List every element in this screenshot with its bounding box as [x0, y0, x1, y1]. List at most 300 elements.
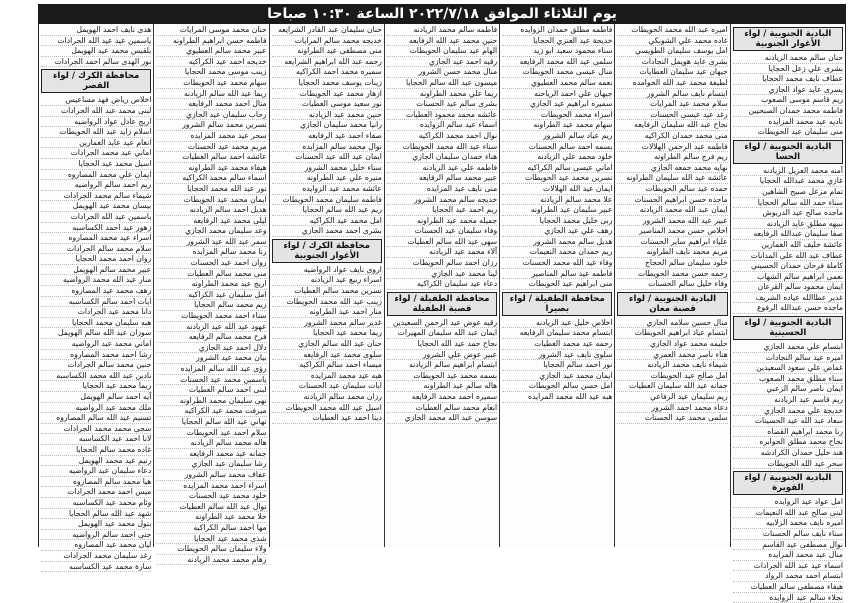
name-entry: دعاء محمد احمد الشرور: [617, 403, 727, 414]
name-entry: زينب موسى محمد الحجايا: [156, 67, 266, 78]
name-entry: شذى محمد عيد الحجايا: [156, 534, 266, 545]
name-entry: ريم احمد عيد الحجايا: [387, 205, 497, 216]
name-entry: آيه احمد سالم الهويمل: [41, 392, 151, 403]
name-entry: هيفاء مصطفى سالم العطيات: [733, 582, 843, 593]
name-entry: زينات يوسف محمد الحجايا: [272, 78, 382, 89]
name-entry: سناء مطلق محمد الصعوب: [733, 374, 843, 385]
name-entry: نور سعيد موسى العطيات: [272, 99, 382, 110]
name-entry: رشا احمد محمد المصاروه: [41, 350, 151, 361]
name-entry: بشرى علي زعل الحجايا: [733, 64, 843, 75]
name-entry: امل عواد عيد الزوايده: [733, 497, 843, 508]
name-entry: نعمى ابراهيم سالم الشهاب: [733, 272, 843, 283]
name-entry: خديجه محمد سالم المرايات: [272, 36, 382, 47]
name-entry: نهى سليمان محمد الطراونه: [156, 396, 266, 407]
name-entry: حليمه محمد عواد الجازي: [617, 339, 727, 350]
name-entry: اسراء محمد الحويطات: [502, 110, 612, 121]
name-entry: منال حسين سلامه الجازي: [617, 318, 727, 329]
name-entry: اميره عيد سالم النجادات: [733, 353, 843, 364]
section-heading: البادية الجنوبية / لواء القويرة: [733, 471, 843, 495]
name-entry: نسرين محمد عيد الحويطات: [502, 173, 612, 184]
name-entry: نعمه سالم محمد العطيوي: [502, 78, 612, 89]
name-entry: اسماء عيد سالم الزوايده: [387, 120, 497, 131]
name-entry: عطاف نايف محمد الحجايا: [733, 74, 843, 85]
name-entry: ريم عيد الله سالم الحجايا: [272, 205, 382, 216]
name-entry: وئام محمد عيد الكساسبه: [41, 498, 151, 509]
name-entry: خديجه سالم محمد الشرور: [387, 195, 497, 206]
name-entry: عائشه محمد عيد الزوايده: [272, 184, 382, 195]
column-1: [730, 24, 845, 602]
name-entry: هبه عيد محمد المزايده: [272, 371, 382, 382]
name-entry: ايمان عيد الله الهلالات: [502, 184, 612, 195]
name-entry: ولاء سليمان سالم الحويطات: [156, 544, 266, 555]
name-entry: رنا محمد ابراهيم القضاه: [733, 427, 843, 438]
name-entry: هبه عيد الله محمد المزايده: [502, 392, 612, 403]
name-entry: ريم محمد سالم الحجايا: [156, 300, 266, 311]
name-entry: اخلاص خليل عيد الزيادنه: [502, 318, 612, 329]
name-entry: انغام عيد عايد العمارين: [41, 138, 151, 149]
name-entry: امل سليمان عيد الكراكيه: [156, 290, 266, 301]
name-entry: ابتسام احمد محمد الرواد: [733, 571, 843, 582]
name-entry: نجلاء سالم عيد الزوايده: [733, 593, 843, 603]
name-entry: اسيل عيد الله محمد الحويطات: [272, 403, 382, 414]
name-entry: منى ابراهيم عيد الحويطات: [502, 279, 612, 290]
name-entry: سلوى محمد عيد الرفايعه: [272, 350, 382, 361]
name-entry: بشرى سالم عيد الحسنات: [387, 99, 497, 110]
name-entry: سلام احمد عيد الحويطات: [156, 428, 266, 439]
name-entry: رزان احمد سالم الحويطات: [387, 258, 497, 269]
name-entry: اسماء سالم محمد الكراكيه: [156, 173, 266, 184]
name-entry: حنين محمد عيد الله الرفايعه: [387, 36, 497, 47]
name-entry: سحر عيد الله الحويطات: [733, 459, 843, 470]
name-entry: ريم حمدان محمد النعيمات: [502, 247, 612, 258]
name-entry: عائشه احمد سالم العطيات: [156, 152, 266, 163]
name-entry: نجاح حمد عيد الله الحجايا: [387, 339, 497, 350]
name-entry: جيهان علي احمد الرياحنه: [502, 89, 612, 100]
column-7: [39, 24, 153, 571]
name-entry: دلال احمد عيد الجازي: [156, 343, 266, 354]
name-entry: وفاء عيد الله محمد الحسنات: [502, 258, 612, 269]
name-entry: ربى خليل محمد الحجايا: [502, 216, 612, 227]
name-entry: رنيم عيد محمد الهويمل: [41, 456, 151, 467]
name-entry: خلود محمد عيد الحسنات: [156, 491, 266, 502]
name-entry: اروى نايف عواد الرواضيه: [272, 265, 382, 276]
name-entry: حنان سالم محمد الزيادنه: [733, 53, 843, 64]
name-entry: شيماء نايف محمد الزيادنه: [617, 360, 727, 371]
name-entry: رحاب سليمان عيد الجازي: [156, 110, 266, 121]
name-entry: نوال مصطفى عيد القاسم: [733, 540, 843, 551]
name-entry: ماجده حسن ابراهيم الحسنات: [617, 195, 727, 206]
name-entry: ماجده حسن عبدالله الرفوع: [733, 303, 843, 314]
name-entry: خديجة علي محمد الجازي: [733, 406, 843, 417]
name-entry: خديجة عيد العنزي الحجايا: [502, 36, 612, 47]
name-entry: هند خليل حمدان الكرادشه: [733, 448, 843, 459]
name-entry: هيفاء محمد عيد الطراونه: [156, 163, 266, 174]
name-entry: ريم احمد سالم الرواضيه: [41, 180, 151, 191]
name-entry: لانا احمد عيد الكساسبه: [41, 434, 151, 445]
name-entry: عطاف عبد الله على المدانات: [733, 251, 843, 262]
name-entry: دعاء سليمان عيد الرواضيه: [41, 466, 151, 477]
name-entry: نوال محمد سالم المزايده: [272, 142, 382, 153]
name-entry: هبه سليمان محمد الحجايا: [41, 318, 151, 329]
column-4: [384, 24, 499, 547]
column-2: [614, 24, 729, 547]
name-entry: سحر عيد محمد المزايده: [156, 131, 266, 142]
name-entry: عبير سليمان عيد الطراونه: [502, 205, 612, 216]
name-entry: رهف علي عيد الجازي: [502, 226, 612, 237]
name-entry: جمانه عيد محمد الرفايعه: [156, 449, 266, 460]
name-entry: آلاء محمد عيد الزيادنه: [387, 247, 497, 258]
name-entry: اسراء احمد محمد المزايده: [156, 481, 266, 492]
name-entry: خديجه احمد عيد الكراكيه: [156, 57, 266, 68]
name-entry: ابتسام عياد ابراهيم الحويطات: [617, 328, 727, 339]
name-entry: حنان عيد الله سالم الجازي: [272, 339, 382, 350]
name-entry: رقيه عوض عيد الرحمن السعيدين: [387, 318, 497, 329]
name-entry: حمده عيد سالم الحويطات: [617, 184, 727, 195]
name-entry: رشا سليمان عيد الجازي: [156, 459, 266, 470]
name-entry: الهام عيد سليمان الحويطات: [387, 46, 497, 57]
name-entry: بيسان محمد عيد الهويمل: [41, 201, 151, 212]
name-entry: عفاف محمد سالم الشرور: [156, 470, 266, 481]
name-entry: ليان محمد عيد المصاروه: [41, 540, 151, 551]
name-entry: لبنى صالح عبد الله النعيمات: [733, 508, 843, 519]
name-entry: اميره نايف محمد الزلابيه: [733, 518, 843, 529]
name-entry: سعاد عبد الله عيد الحسينات: [733, 416, 843, 427]
name-entry: تسنيم عيد الله سالم المصاروه: [41, 413, 151, 424]
name-entry: حنان محمد موسى المرايات: [156, 25, 266, 36]
name-entry: دينا احمد عيد العطيات: [272, 413, 382, 424]
name-entry: نجاح محمد مطلق الجوابره: [733, 437, 843, 448]
name-entry: اسراء عيد محمد المصاروه: [41, 233, 151, 244]
name-entry: جيهان عيد سليمان العطايات: [617, 67, 727, 78]
name-entry: منال عيد محمد المزايده: [733, 550, 843, 561]
name-entry: غدير سالم محمد الشرور: [272, 318, 382, 329]
name-entry: سوزان عيد الله سالم الهويمل: [41, 328, 151, 339]
name-entry: غماض علي سعود السعيدين: [733, 363, 843, 374]
section-heading: محافظة الكرك / لواء الأغوار الجنوبية: [272, 239, 382, 263]
name-entry: ايمان محمد عيد الحويطات: [156, 195, 266, 206]
name-entry: فاطمه علي عيد الزيادنه: [387, 163, 497, 174]
name-entry: دانا محمد عيد الجرادات: [41, 307, 151, 318]
name-entry: رحمه عبد الله ابراهيم الشرايعه: [272, 57, 382, 68]
name-entry: ريم سليمان عيد الرفاعي: [617, 392, 727, 403]
name-entry: امل محمد عيد الكراكيه: [272, 216, 382, 227]
name-entry: منى محمد سالم العطيات: [156, 269, 266, 280]
name-entry: ناديه عيد محمد المزايده: [733, 117, 843, 128]
name-entry: اماني عيد محمد الجرادات: [41, 148, 151, 159]
name-entry: سميره محمد احمد الكراكيه: [272, 67, 382, 78]
name-entry: بتول محمد عيد الهويمل: [41, 519, 151, 530]
name-entry: مها احمد سالم الكراكيه: [156, 523, 266, 534]
name-entry: نهايه محمد جمعه الجازي: [617, 163, 727, 174]
name-entry: اماني محمد عيد الرواضيه: [41, 339, 151, 350]
name-entry: روان احمد عيد الحسنات: [156, 258, 266, 269]
name-entry: نسرين محمد سالم الشرور: [156, 120, 266, 131]
name-entry: بشرى عايد هويمل النجادات: [617, 57, 727, 68]
name-entry: فاطمه محمد حمدان الصبحيين: [733, 106, 843, 117]
name-entry: حنين محمد عيد الزيادنه: [272, 110, 382, 121]
name-entry: سميره ابراهيم عيد الجازي: [502, 99, 612, 110]
name-entry: سناء محمود سعيد ابو زيد: [502, 46, 612, 57]
column-6: [153, 24, 268, 564]
section-heading: محافظة الطفيلة / لواء بصيرا: [502, 292, 612, 316]
name-entry: سناء نايف سالم الحسنات: [733, 529, 843, 540]
name-entry: رنا محمد سالم المزايده: [156, 247, 266, 258]
name-entry: سناء حمد الله سالم الحجايا: [733, 198, 843, 209]
name-entry: عائشه محمد محمود العطيات: [387, 110, 497, 121]
name-entry: اخلاص رياض فهد مساعيس: [41, 95, 151, 106]
name-entry: لبنى احمد سالم العطيات: [156, 385, 266, 396]
name-entry: عبير محمد سالم الهويمل: [41, 265, 151, 276]
name-entry: امل يوسف سليمان الطويسي: [617, 46, 727, 57]
name-entry: سناء خليل محمد الشرور: [272, 163, 382, 174]
name-entry: ريما محمد عيد الحجايا: [272, 328, 382, 339]
name-entry: ريما عيد الله سالم الزيادنه: [156, 89, 266, 100]
name-entry: شهد عيد الله سالم الحجايا: [41, 509, 151, 520]
name-entry: هديل سالم محمد الشرور: [502, 237, 612, 248]
name-entry: سارة محمد عيد الكساسبه: [41, 562, 151, 573]
name-entry: جميله محمد عيد الطراونه: [387, 216, 497, 227]
name-entry: خلود محمد علي الزيادنه: [502, 152, 612, 163]
name-entry: عبير عيد الله محمد الشرور: [617, 216, 727, 227]
name-entry: حنان سليمان عبد القادر الشرايعه: [272, 25, 382, 36]
name-entry: صفاء احمد عيد الرفايعه: [272, 131, 382, 142]
name-entry: بلقيس محمد عيد الهويمل: [41, 46, 151, 57]
name-entry: نبيهه مطلق عايد الزيادنه: [733, 219, 843, 230]
name-entry: اريج عادل عواد الرواضيه: [41, 117, 151, 128]
name-entry: لينا محمد عيد الجازي: [387, 269, 497, 280]
name-entry: لطيفة محمد عبد الله الحوامده: [617, 78, 727, 89]
name-entry: كاملة فرحان حمدان الحسيني: [733, 261, 843, 272]
section-heading: البادية الجنوبية / لواء الحسا: [733, 140, 843, 164]
name-entry: اماني عيسى سالم الكراكيه: [502, 163, 612, 174]
name-entry: صفا سليمان عبدالله الرفايعه: [733, 229, 843, 240]
name-entry: زينب عيد الله محمد الحويطات: [272, 297, 382, 308]
name-entry: عائشه عيد الله سليمان الطراونه: [617, 173, 727, 184]
name-entry: ايات سليمان عيد الحسنات: [272, 381, 382, 392]
name-entry: وفاء سليمان عيد الحسنات: [387, 226, 497, 237]
name-entry: سهام محمد عيد الطراونه: [502, 120, 612, 131]
name-entry: حنين محمد سالم الجرادات: [41, 360, 151, 371]
name-entry: سلام محمد سالم الجرادات: [41, 244, 151, 255]
name-entry: ايمان محمد عيد الجازي: [502, 371, 612, 382]
name-entry: وفاء خليل سالم الحسنات: [617, 279, 727, 290]
name-entry: نوال عيد الله سالم العطيات: [156, 502, 266, 513]
name-entry: بيان محمد عيد الشرور: [156, 353, 266, 364]
name-entry: منى مصطفى عيد الطراونه: [272, 46, 382, 57]
name-entry: امل صالح عيد الحويطات: [617, 371, 727, 382]
name-entry: رغد سليمان محمد الجرادات: [41, 551, 151, 562]
name-entry: سجى محمد محمد الجرادات: [41, 424, 151, 435]
name-entry: نسرين محمد سالم العطيات: [272, 286, 382, 297]
date-time-banner: يوم الثلاثاء الموافق ٢٠٢٢/٧/١٨ الساعة ١٠:٣٠ صباحا: [38, 4, 846, 24]
name-entry: اسراء ربيع عيد الزيادنه: [272, 275, 382, 286]
name-entry: منى نايف عيد المزايده: [387, 184, 497, 195]
name-entry: ابتسام نايف سالم الشرور: [617, 89, 727, 100]
name-entry: ابتسام علي محمد الجازي: [733, 342, 843, 353]
name-entry: هناء حمدان سليمان الجازي: [387, 152, 497, 163]
name-entry: فاطمه عيد الرحمن الهلالات: [617, 142, 727, 153]
name-entry: علياء ابراهيم ساير الحسنات: [617, 237, 727, 248]
name-entry: منيره علي عيد الطراونه: [272, 173, 382, 184]
name-entry: روان احمد محمد الحجايا: [41, 254, 151, 265]
name-entry: ميساء احمد سالم الكراكيه: [272, 360, 382, 371]
name-entry: شيماء سالم محمد الجرادات: [41, 191, 151, 202]
name-entry: هناء ناصر محمد العمري: [617, 350, 727, 361]
name-entry: ميرفت محمد عيد الكراكيه: [156, 406, 266, 417]
name-entry: اسلام زايد عبد الله الحويطات: [41, 127, 151, 138]
name-entry: ايمان عيد الله عيد الحسنات: [272, 152, 382, 163]
name-entry: حلا محمد عيد الطراونه: [156, 512, 266, 523]
name-entry: فاطمه عيد سالم المناصير: [502, 269, 612, 280]
name-entry: سهام محمد عيد الحويطات: [156, 78, 266, 89]
name-entry: رانيا محمد سليمان الجازي: [272, 120, 382, 131]
name-entry: ياسمين محمد عيد الحسنات: [156, 375, 266, 386]
name-entry: منال عيسى محمد الحويطات: [502, 67, 612, 78]
name-entry: سلمى محمد عيد الحسنات: [617, 413, 727, 424]
name-entry: ايمان ناصر سالم الزعبي: [733, 384, 843, 395]
name-entry: منى محمد حمدان الكراكيه: [617, 131, 727, 142]
name-entry: رزان محمد سالم الزيادنه: [272, 392, 382, 403]
name-entry: ريم عياد سالم الشرور: [502, 131, 612, 142]
name-entry: اريج عيد محمد الطراونه: [156, 279, 266, 290]
name-entry: بسمه محمد عيد الحويطات: [387, 371, 497, 382]
name-entry: سميره احمد محمد الرفايعه: [387, 392, 497, 403]
name-entry: ريم فرج سالم الطراونه: [617, 152, 727, 163]
name-entry: جمانه عيد الله سليمان العطيات: [617, 381, 727, 392]
section-heading: محافظة الكرك / لواء القصر: [41, 69, 151, 93]
name-entry: ملك محمد عيد الرواضيه: [41, 403, 151, 414]
name-entry: وعد سليمان محمد الجازي: [156, 226, 266, 237]
name-entry: ايات احمد سالم الكساسبه: [41, 297, 151, 308]
name-entry: مريم محمد عيد الحسنات: [156, 142, 266, 153]
name-entry: ريما محمد عيد الحجايا: [41, 381, 151, 392]
name-entry: اميره عبد الله محمد الحويطات: [617, 25, 727, 36]
name-entry: علا محمد سالم الزيادنه: [502, 195, 612, 206]
name-entry: نور الهدى سالم احمد الجرادات: [41, 57, 151, 68]
section-heading: البادية الجنوبية / لواء قصبة معان: [617, 292, 727, 316]
name-entry: ايمان عبد الله محمد الزيادنه: [617, 205, 727, 216]
page-margin: [0, 0, 38, 547]
name-entry: نور احمد سالم الحجايا: [502, 360, 612, 371]
name-entry: نجاح عبد الله سليمان الرفايعه: [617, 120, 727, 131]
name-entry: منار عيد الله محمد الرواضيه: [41, 275, 151, 286]
name-entry: فاطمه سليمان محمد الحويطات: [272, 195, 382, 206]
name-entry: زهور عيد احمد الكساسبه: [41, 223, 151, 234]
name-entry: سوسن عيد الله محمد الجازي: [387, 413, 497, 424]
name-entry: رهام محمد محمد الزيادنه: [156, 555, 266, 566]
name-entry: منى سليمان عيد الحويطات: [733, 127, 843, 138]
name-entry: رغد عيد عيسى الحسنات: [617, 110, 727, 121]
name-entry: نوال احمد محمد الكراكيه: [387, 131, 497, 142]
name-entry: يسرى عايد عواد الجازي: [733, 85, 843, 96]
name-entry: خلود سليمان سالم الحجاج: [617, 258, 727, 269]
name-entry: غازي محمد عبدالله الحجايا: [733, 176, 843, 187]
name-entry: هديل احمد سالم الزيادنه: [156, 205, 266, 216]
name-entry: ابتسام محمد سليمان الرفايعه: [502, 328, 612, 339]
name-entry: ماجده صالح عيد الدريوش: [733, 208, 843, 219]
name-entry: فاطمه حسن ابراهيم الطراونه: [156, 36, 266, 47]
name-entry: ياسمين عيد عيد الله الجرادات: [41, 36, 151, 47]
section-heading: البادية الجنوبية / لواء الأغوار الجنوبية: [733, 27, 843, 51]
name-entry: آمنه محمد العزيل الزيادنه: [733, 166, 843, 177]
name-entry: عبير محمد سالم الرفايعه: [387, 173, 497, 184]
name-entry: رقيه احمد عيد الجازي: [387, 57, 497, 68]
name-entry: دعاء عيد سليمان الكراكيه: [387, 279, 497, 290]
name-columns: [38, 24, 846, 602]
name-entry: جنى احمد سالم الرواضيه: [41, 530, 151, 541]
name-entry: ياسمين عيد الله الجرادات: [41, 212, 151, 223]
name-entry: غاده محمد علي الشوبكي: [617, 36, 727, 47]
name-entry: ايمان علي محمد المصاروه: [41, 170, 151, 181]
name-entry: نور عيد الله محمد الحجايا: [156, 184, 266, 195]
name-entry: رحمه حسن محمد الحويطات: [617, 269, 727, 280]
name-entry: هاله محمد سالم الزيادنه: [156, 438, 266, 449]
name-entry: نادين عيد الله محمد الكساسبه: [41, 371, 151, 382]
column-5: [269, 24, 384, 547]
name-entry: فرح محمد سالم الرفايعه: [156, 332, 266, 343]
name-entry: هيا محمد سالم المصاروه: [41, 477, 151, 488]
name-entry: رؤى عيد الله سالم المزايده: [156, 364, 266, 375]
name-entry: بشرى احمد محمد الجازي: [272, 226, 382, 237]
section-heading: البادية الجنوبية / لواء الحسينية: [733, 316, 843, 340]
name-entry: سلوى نايف عيد الشرور: [502, 350, 612, 361]
name-entry: اخلاص حسن محمد المناصير: [617, 226, 727, 237]
name-entry: منال محمد حسن الشرور: [387, 67, 497, 78]
name-entry: ميسون عيد الله سالم الحجايا: [387, 78, 497, 89]
name-entry: هاله سالم عيد الطراونه: [387, 381, 497, 392]
name-entry: عبير عوض علي الشرور: [387, 350, 497, 361]
name-entry: امل حسن سالم الحويطات: [502, 381, 612, 392]
name-entry: مريم محمد نايف الطراونه: [617, 247, 727, 258]
name-entry: سناء احمد محمد الحويطات: [156, 311, 266, 322]
name-entry: سهى عيد الله سالم العطيات: [387, 237, 497, 248]
name-entry: منار احمد عيد الطراونه: [272, 307, 382, 318]
name-entry: ريما علي محمد الطراونه: [387, 89, 497, 100]
name-entry: اسيل محمد عيد الحجايا: [41, 159, 151, 170]
column-3: [499, 24, 614, 547]
section-heading: محافظة الطفيلة / لواء قصبة الطفيلة: [387, 292, 497, 316]
name-entry: رحمه عيد محمد العطيات: [502, 339, 612, 350]
name-entry: ايمان عبد الله سليمان المهيرات: [387, 328, 497, 339]
name-entry: عبير محمد سالم العطيوي: [156, 46, 266, 57]
name-entry: ليلى محمد عيد الرفايعه: [156, 216, 266, 227]
name-entry: تمام مزعل صبيح الشاهين: [733, 187, 843, 198]
name-entry: سلام محمد عيد المرايات: [617, 99, 727, 110]
name-entry: عائشة خليف الله العمارين: [733, 240, 843, 251]
name-entry: تهاني عيد الله سالم الحجايا: [156, 417, 266, 428]
name-entry: سلمى عيد الله محمد الرفايعه: [502, 57, 612, 68]
name-entry: سمر عيد الله عيد الشرور: [156, 237, 266, 248]
name-entry: فاطمه سالم محمد الزيادنه: [387, 25, 497, 36]
name-entry: هدى نايف احمد الهويمل: [41, 25, 151, 36]
name-entry: ايمان محمود سالم القرعان: [733, 282, 843, 293]
name-entry: منال احمد محمد الرفايعه: [156, 99, 266, 110]
name-entry: غدير عطاالله عياده الشريف: [733, 293, 843, 304]
name-entry: اسماء عيد عبد الله الجرادات: [733, 561, 843, 572]
name-entry: سناء عيد الله محمد الحويطات: [387, 142, 497, 153]
name-entry: بسمه احمد سالم الحسنات: [502, 142, 612, 153]
name-entry: لبنى محمد عبد الله الجرادات: [41, 106, 151, 117]
name-entry: رهف محمد عيد المصاروه: [41, 286, 151, 297]
name-entry: ابتسام ابراهيم سالم الزيادنه: [387, 360, 497, 371]
name-entry: ريم قاسم موسى الصعوب: [733, 95, 843, 106]
name-entry: غاده محمد سالم الحجايا: [41, 445, 151, 456]
name-entry: فاطمه مطلق حمدان الزوايده: [502, 25, 612, 36]
name-entry: ميس احمد محمد الجرادات: [41, 487, 151, 498]
name-entry: ريم قاسم عيد الزيادنه: [733, 395, 843, 406]
name-entry: ازهار محمد عيد الحويطات: [272, 89, 382, 100]
name-entry: انعام محمد سالم العطيات: [387, 403, 497, 414]
